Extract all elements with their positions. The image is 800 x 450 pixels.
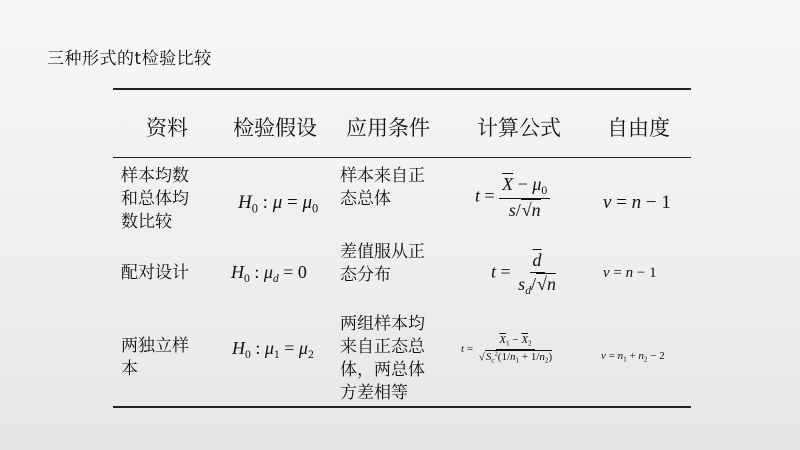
row3-condition-line: 体，两总体 bbox=[340, 360, 425, 380]
header-data-type: 资料 bbox=[146, 116, 188, 140]
row1-data-type-line: 样本均数 bbox=[121, 166, 189, 186]
row1-df: ν = n − 1 bbox=[603, 192, 671, 213]
row2-hypothesis: $H_0$ : $\mu_d = 0$ bbox=[231, 262, 307, 286]
row2-data-type-line: 配对设计 bbox=[121, 263, 189, 283]
row1-data-type-line: 和总体均 bbox=[121, 189, 189, 209]
row2-condition bbox=[340, 241, 445, 287]
table-top-rule bbox=[113, 88, 691, 90]
row3-data-type bbox=[121, 335, 216, 381]
row2-df: ν = n − 1 bbox=[603, 265, 657, 281]
row2-condition-line: 差值服从正 bbox=[340, 242, 425, 262]
row3-data-type-line: 两独立样 bbox=[121, 336, 189, 356]
row1-condition-line: 态总体 bbox=[340, 189, 391, 209]
header-formula: 计算公式 bbox=[477, 116, 561, 140]
slide-title: 三种形式的t检验比较 bbox=[47, 49, 212, 69]
row3-condition-line: 来自正态总 bbox=[340, 337, 425, 357]
header-df: 自由度 bbox=[607, 116, 670, 140]
row2-formula: t = $\frac{\overline{d}}{s_d/√n}$ bbox=[491, 250, 556, 298]
header-condition: 应用条件 bbox=[346, 116, 430, 140]
row3-condition bbox=[340, 313, 445, 405]
row1-condition-line: 样本来自正 bbox=[340, 166, 425, 186]
row3-data-type-line: 本 bbox=[121, 359, 138, 379]
row3-df: $\nu = n_1 + n_2 - 2$ bbox=[601, 350, 665, 364]
row3-condition-line: 两组样本均 bbox=[340, 314, 425, 334]
row1-data-type-line: 数比较 bbox=[121, 212, 172, 232]
row1-data-type bbox=[121, 165, 216, 234]
row3-formula: t = $\frac{\overline{X}_1 - \overline{X}_2}{√S_c^2(1/n_1 + 1/n_2)}$ bbox=[461, 334, 553, 365]
row2-condition-line: 态分布 bbox=[340, 265, 391, 285]
header-hypothesis: 检验假设 bbox=[233, 116, 317, 140]
row3-condition-line: 方差相等 bbox=[340, 383, 408, 403]
row2-data-type bbox=[121, 262, 216, 285]
row1-hypothesis: $H_0$ : $\mu = \mu_0$ bbox=[238, 192, 319, 216]
row1-formula: t = $\frac{\overline{X} - \mu_0}{s/√n}$ bbox=[475, 174, 550, 221]
table-bottom-rule bbox=[113, 406, 691, 408]
row1-condition bbox=[340, 165, 445, 211]
row3-hypothesis: $H_0$ : $\mu_1 = \mu_2$ bbox=[232, 338, 314, 362]
table-header-rule bbox=[113, 157, 691, 158]
